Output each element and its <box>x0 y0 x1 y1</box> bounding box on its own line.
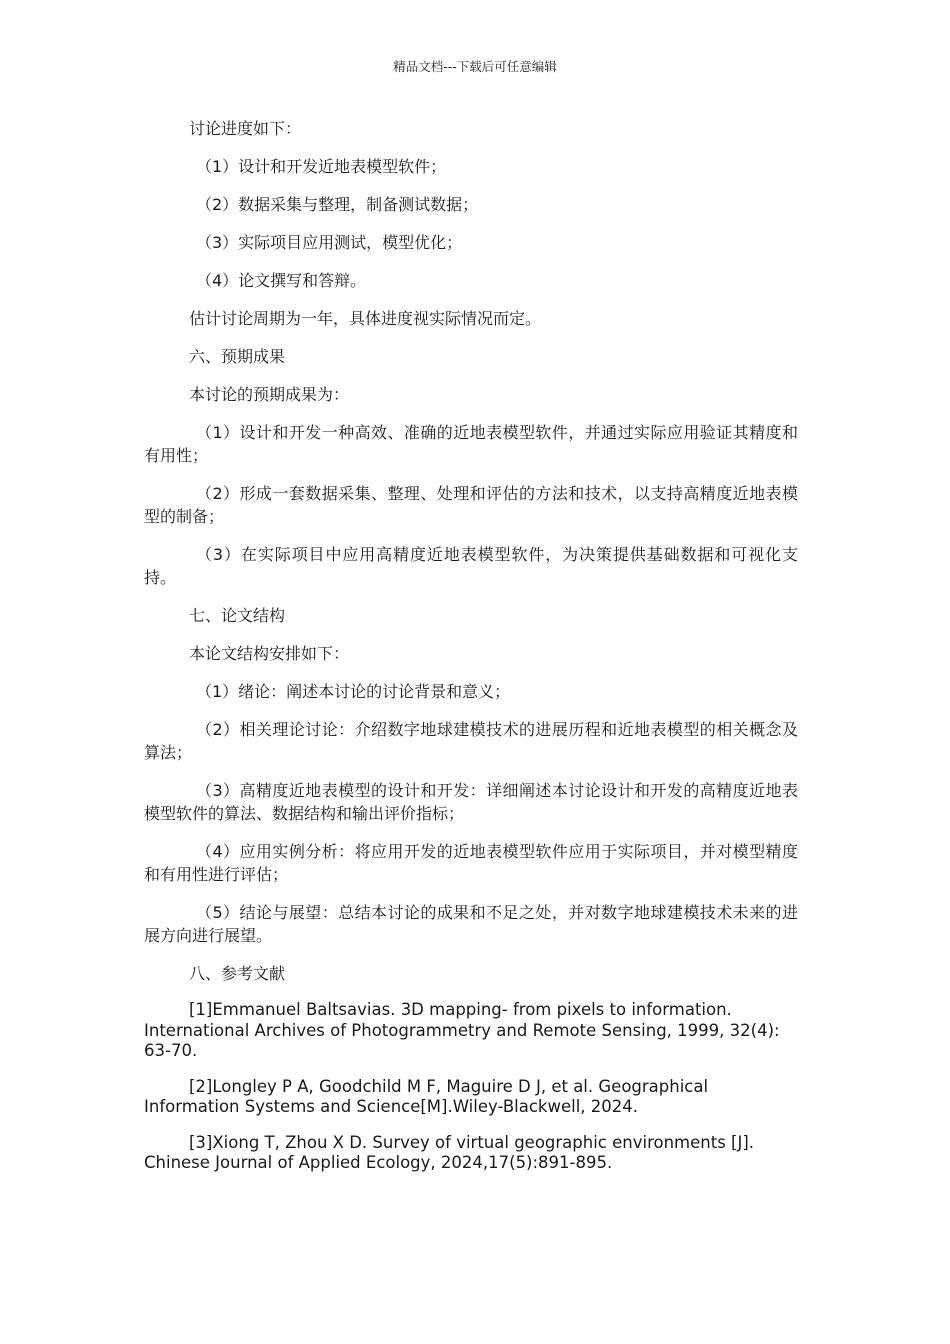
progress-item: （3）实际项目应用测试，模型优化； <box>196 233 463 252</box>
progress-item: （4）论文撰写和答辩。 <box>196 271 367 290</box>
period-paragraph: 估计讨论周期为一年，具体进度视实际情况而定。 <box>189 309 542 328</box>
section-heading-7: 七、论文结构 <box>189 606 286 625</box>
reference-item: [3]Xiong T, Zhou X D. Survey of virtual geographic environments [J]. Chinese Journal of Applied Ecology, 2024,17(5):891-895. <box>144 1132 755 1172</box>
outcome-item: （1）设计和开发一种高效、准确的近地表模型软件，并通过实际应用验证其精度和有用性； <box>144 423 798 465</box>
outcome-item: （2）形成一套数据采集、整理、处理和评估的方法和技术，以支持高精度近地表模型的制备； <box>144 484 798 526</box>
structure-item: （4）应用实例分析：将应用开发的近地表模型软件应用于实际项目，并对模型精度和有用性进行评估； <box>144 842 798 884</box>
section-heading-6: 六、预期成果 <box>189 347 286 366</box>
structure-item: （1）绪论：阐述本讨论的讨论背景和意义； <box>196 682 511 701</box>
reference-item: [1]Emmanuel Baltsavias. 3D mapping- from pixels to information. International Archives of Photogrammetry and Remote Sensing, 1999, 32(4): 63-70. <box>144 1000 780 1060</box>
document-body <box>144 117 798 1189</box>
outcome-item: （3）在实际项目中应用高精度近地表模型软件，为决策提供基础数据和可视化支持。 <box>144 545 798 587</box>
progress-item: （2）数据采集与整理，制备测试数据； <box>196 195 479 214</box>
page-header: 精品文档---下载后可任意编辑 <box>393 59 557 74</box>
structure-item: （3）高精度近地表模型的设计和开发：详细阐述本讨论设计和开发的高精度近地表模型软件的算法、数据结构和输出评价指标； <box>144 781 798 823</box>
reference-item: [2]Longley P A, Goodchild M F, Maguire D J, et al. Geographical Information Systems and Science[M].Wiley-Blackwell, 2024. <box>144 1076 709 1116</box>
structure-intro: 本论文结构安排如下： <box>189 644 350 663</box>
structure-item: （5）结论与展望：总结本讨论的成果和不足之处，并对数字地球建模技术未来的进展方向进行展望。 <box>144 903 798 945</box>
structure-item: （2）相关理论讨论：介绍数字地球建模技术的进展历程和近地表模型的相关概念及算法； <box>144 720 798 762</box>
progress-intro: 讨论进度如下： <box>189 119 302 138</box>
section-heading-8: 八、参考文献 <box>189 964 286 983</box>
outcomes-intro: 本讨论的预期成果为： <box>189 385 350 404</box>
progress-item: （1）设计和开发近地表模型软件； <box>196 157 447 176</box>
